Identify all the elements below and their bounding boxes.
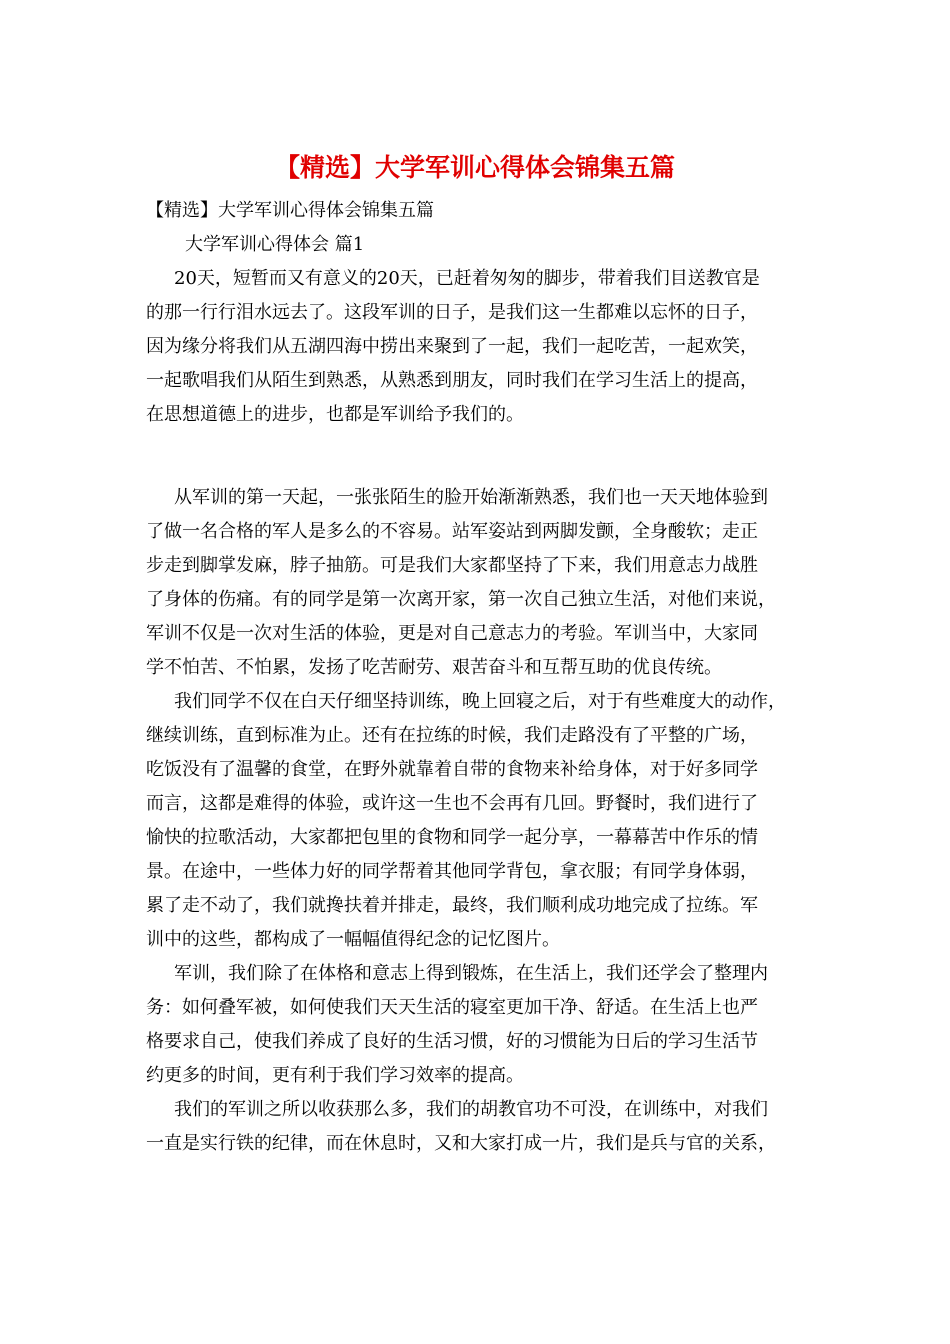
text-line: 军训不仅是一次对生活的体验，更是对自己意志力的考验。军训当中，大家同 [146, 623, 758, 644]
text-line: 吃饭没有了温馨的食堂，在野外就靠着自带的食物来补给身体，对于好多同学 [146, 759, 758, 780]
section-heading: 大学军训心得体会 篇1 [185, 234, 365, 255]
text-line: 继续训练，直到标准为止。还有在拉练的时候，我们走路没有了平整的广场， [146, 725, 758, 746]
text-line: 务：如何叠军被，如何使我们天天生活的寝室更加干净、舒适。在生活上也严 [146, 997, 758, 1018]
text-line: 军训，我们除了在体格和意志上得到锻炼，在生活上，我们还学会了整理内 [174, 963, 768, 984]
text-line: 学不怕苦、不怕累，发扬了吃苦耐劳、艰苦奋斗和互帮互助的优良传统。 [146, 657, 722, 678]
text-line: 一起歌唱我们从陌生到熟悉，从熟悉到朋友，同时我们在学习生活上的提高， [146, 370, 758, 391]
text-line: 了做一名合格的军人是多么的不容易。站军姿站到两脚发颤，全身酸软；走正 [146, 521, 758, 542]
text-line: 在思想道德上的进步，也都是军训给予我们的。 [146, 404, 524, 425]
text-line: 约更多的时间，更有利于我们学习效率的提高。 [146, 1065, 524, 1086]
text-line: 愉快的拉歌活动，大家都把包里的食物和同学一起分享，一幕幕苦中作乐的情 [146, 827, 758, 848]
text-line: 我们的军训之所以收获那么多，我们的胡教官功不可没，在训练中，对我们 [174, 1099, 768, 1120]
paragraph-block-1 [146, 262, 810, 432]
text-line: 景。在途中，一些体力好的同学帮着其他同学背包，拿衣服；有同学身体弱， [146, 861, 758, 882]
page-title: 【精选】大学军训心得体会锦集五篇 [274, 153, 675, 182]
text-line: 我们同学不仅在白天仔细坚持训练，晚上回寝之后，对于有些难度大的动作， [174, 691, 786, 712]
text-line: 了身体的伤痛。有的同学是第一次离开家，第一次自己独立生活，对他们来说， [146, 589, 776, 610]
document-subtitle: 【精选】大学军训心得体会锦集五篇 [146, 200, 434, 221]
text-line: 格要求自己，使我们养成了良好的生活习惯，好的习惯能为日后的学习生活节 [146, 1031, 758, 1052]
text-line: 累了走不动了，我们就搀扶着并排走，最终，我们顺利成功地完成了拉练。军 [146, 895, 758, 916]
text-line: 步走到脚掌发麻，脖子抽筋。可是我们大家都坚持了下来，我们用意志力战胜 [146, 555, 758, 576]
text-line: 20天，短暂而又有意义的20天，已赶着匆匆的脚步，带着我们目送教官是 [174, 268, 760, 289]
text-line: 的那一行行泪水远去了。这段军训的日子，是我们这一生都难以忘怀的日子， [146, 302, 758, 323]
text-line: 训中的这些，都构成了一幅幅值得纪念的记忆图片。 [146, 929, 560, 950]
paragraph-block-2 [146, 481, 810, 1161]
text-line: 因为缘分将我们从五湖四海中捞出来聚到了一起，我们一起吃苦，一起欢笑， [146, 336, 758, 357]
text-line: 一直是实行铁的纪律，而在休息时，又和大家打成一片，我们是兵与官的关系， [146, 1133, 776, 1154]
text-line: 而言，这都是难得的体验，或许这一生也不会再有几回。野餐时，我们进行了 [146, 793, 758, 814]
text-line: 从军训的第一天起，一张张陌生的脸开始渐渐熟悉，我们也一天天地体验到 [174, 487, 768, 508]
